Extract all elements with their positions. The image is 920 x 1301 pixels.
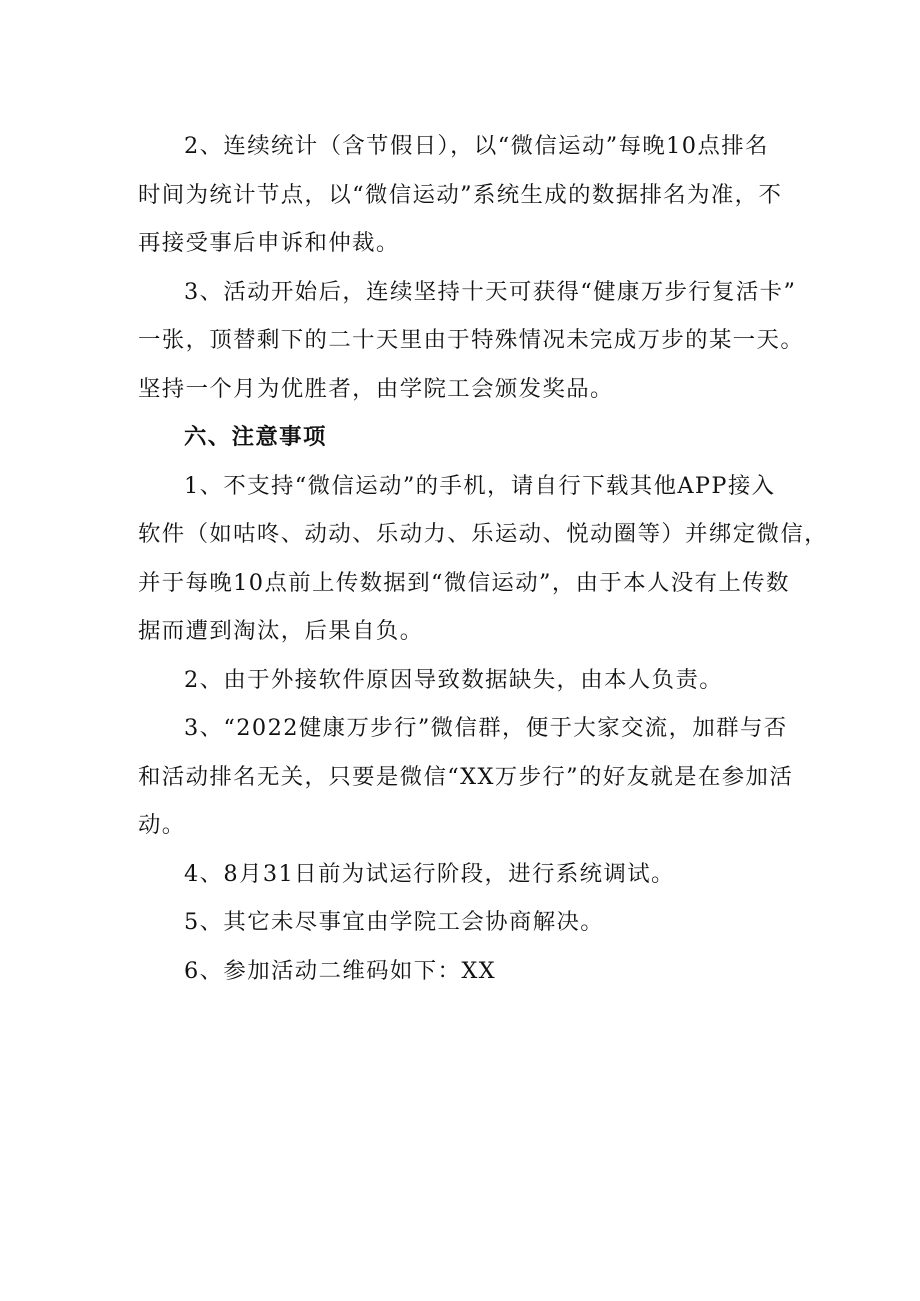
text-line: 2、连续统计（含节假日），以“微信运动”每晚10点排名 [184, 133, 769, 159]
text-line: 动。 [138, 812, 186, 838]
text-line: 3、活动开始后，连续坚持十天可获得“健康万步行复活卡” [184, 278, 797, 305]
paragraph-note-4 [138, 850, 795, 899]
section-heading-notes: 六、注意事项 [184, 424, 327, 450]
paragraph-note-2 [138, 656, 795, 705]
text-line: 软件（如咕咚、动动、乐动力、乐运动、悦动圈等）并绑定微信， [138, 521, 828, 547]
document-body [138, 122, 828, 995]
text-line: 3、“2022健康万步行”微信群，便于大家交流，加群与否 [184, 715, 788, 741]
text-line: 一张，顶替剩下的二十天里由于特殊情况未完成万步的某一天。 [138, 327, 805, 353]
text-line: 据而遭到淘汰，后果自负。 [138, 618, 424, 644]
paragraph-note-3 [138, 704, 795, 850]
text-line: 6、参加活动二维码如下：XX [184, 957, 497, 984]
text-line: 1、不支持“微信运动”的手机，请自行下载其他APP接入 [184, 472, 776, 499]
text-line: 坚持一个月为优胜者，由学院工会颁发奖品。 [138, 375, 614, 402]
text-line: 并于每晚10点前上传数据到“微信运动”，由于本人没有上传数 [138, 569, 790, 596]
text-line: 2、由于外接软件原因导致数据缺失，由本人负责。 [184, 666, 724, 693]
text-line: 时间为统计节点，以“微信运动”系统生成的数据排名为准，不 [138, 181, 783, 208]
paragraph-rule-3 [138, 268, 805, 414]
text-line: 5、其它未尽事宜由学院工会协商解决。 [184, 909, 605, 935]
paragraph-note-6 [138, 947, 795, 996]
paragraph-note-5 [138, 898, 795, 947]
paragraph-rule-2 [138, 122, 795, 268]
text-line: 再接受事后申诉和仲裁。 [138, 230, 400, 256]
paragraph-note-1 [138, 462, 828, 656]
text-line: 和活动排名无关，只要是微信“XX万步行”的好友就是在参加活 [138, 763, 794, 790]
text-line: 4、8月31日前为试运行阶段，进行系统调试。 [184, 860, 675, 887]
